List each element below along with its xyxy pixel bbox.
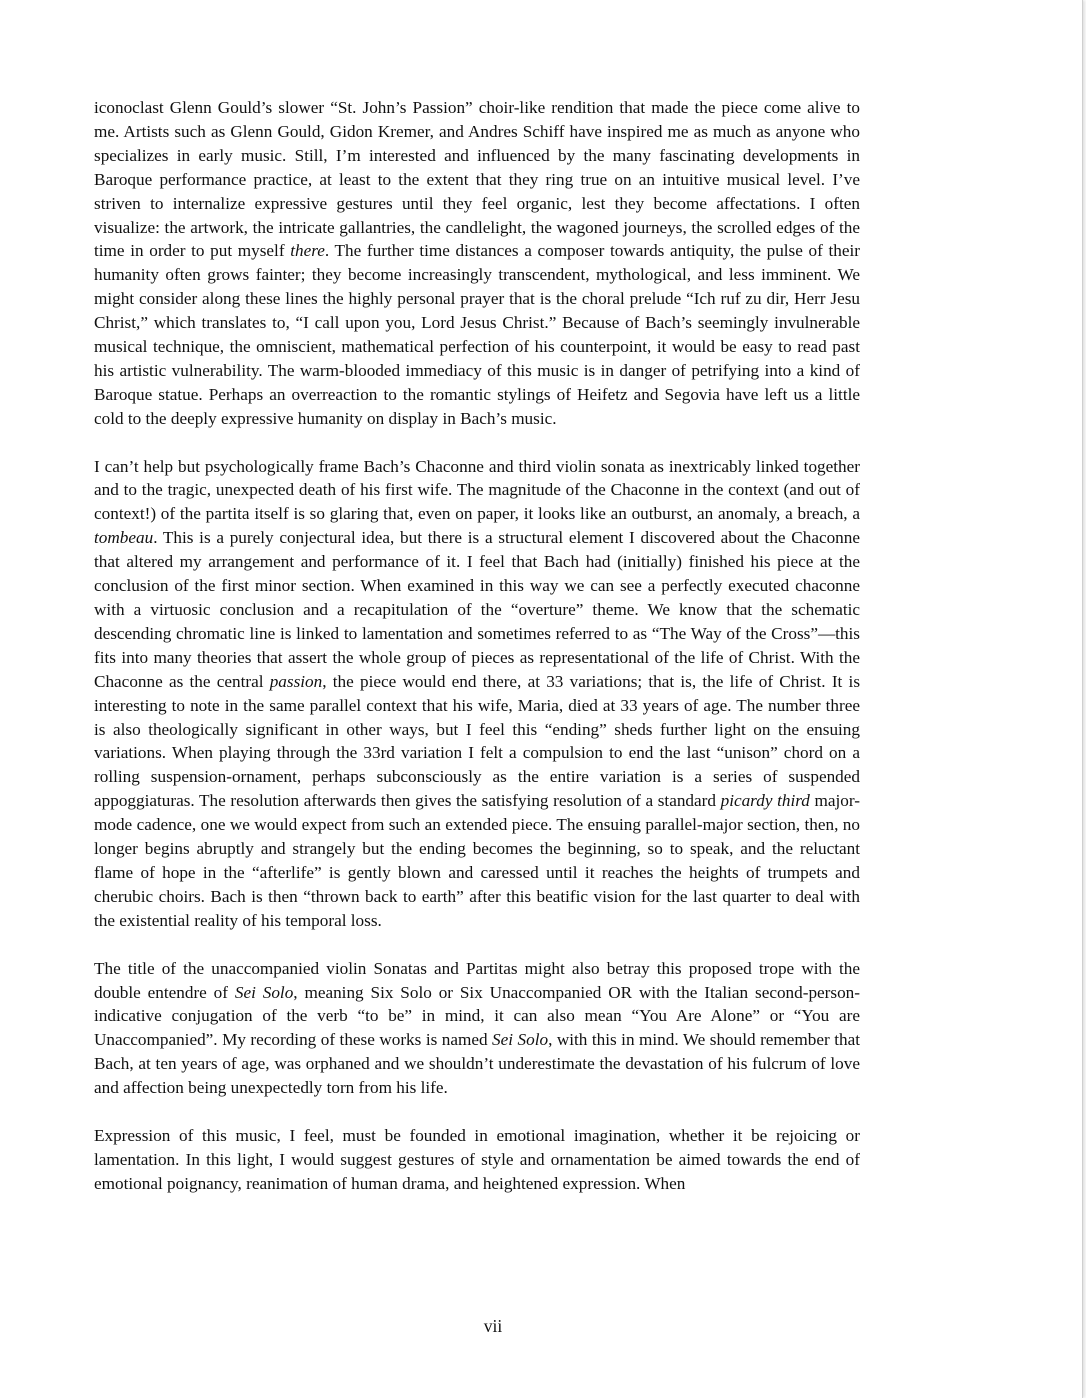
text-segment: The title of the unaccompanied violin Sonatas and Partitas might also betray this proposed trope with the double entendre of [94,958,860,1002]
text-segment: I can’t help but psychologically frame Bach’s Chaconne and third violin sonata as inextricably linked together and to the tragic, unexpected death of his first wife. The magnitude of the Chaconne in the context (and out of context!) of the partita itself is so glaring that, even on paper, it looks like an outburst, an anomaly, a breach, a [94,456,860,524]
text-segment: , meaning Six Solo or Six Unaccompanied OR with the Italian second-person-indicative conjugation of the verb “to be” in mind, it can also mean “You Are Alone” or “You are Unaccompanied”. My recording of these works is named [94,982,860,1050]
text-segment: iconoclast Glenn Gould’s slower “St. John’s Passion” choir-like rendition that made the piece come alive to me. Artists such as Glenn Gould, Gidon Kremer, and Andres Schiff have inspired me as much as anyone who specializes in early music. Still, I’m interested and influenced by the many fascinating developments in Baroque performance practice, at least to the extent that they ring true on an intuitive musical level. I’ve striven to internalize expressive gestures until they feel organic, lest they become affectations. I often visualize: the artwork, the intricate gallantries, the candlelight, the wagoned journeys, the scrolled edges of the time in order to put myself [94,98,860,261]
text-segment: Expression of this music, I feel, must be founded in emotional imagination, whether it be rejoicing or lamentation. In this light, I would suggest gestures of style and ornamentation be aimed towards the end of emotional poignancy, reanimation of human drama, and heightened expression. When [94,1125,860,1193]
paragraph-1 [94,96,860,431]
italic-emphasis: there [290,241,325,261]
italic-emphasis: Sei Solo [234,982,294,1002]
italic-emphasis: passion [269,671,323,691]
italic-emphasis: Sei Solo [492,1030,549,1050]
text-segment: major-mode cadence, one we would expect from such an extended piece. The ensuing parallel-major section, then, no longer begins abruptly and strangely but the ending becomes the beginning, so to speak, and the reluctant flame of hope in the “afterlife” is gently blown and caressed until it reaches the heights of trumpets and cherubic choirs. Bach is then “thrown back to earth” after this beatific vision for the last quarter to deal with the existential reality of his temporal loss. [94,791,860,930]
page-number: vii [483,1316,503,1336]
body-text [94,96,860,1196]
text-segment: . This is a purely conjectural idea, but there is a structural element I discovered about the Chaconne that altered my arrangement and performance of it. I feel that Bach had (initially) finished his piece at the conclusion of the first minor section. When examined in this way we can see a perfectly executed chaconne with a virtuosic conclusion and a recapitulation of the “overture” theme. We know that the schematic descending chromatic line is linked to lamentation and sometimes referred to as “The Way of the Cross”—this fits into many theories that assert the whole group of pieces as representational of the life of Christ. With the Chaconne as the central [94,528,860,691]
text-segment: . The further time distances a composer towards antiquity, the pulse of their humanity often grows fainter; they become increasingly transcendent, mythological, and less imminent. We might consider along these lines the highly personal prayer that is the choral prelude “Ich ruf zu dir, Herr Jesu Christ,” which translates to, “I call upon you, Lord Jesus Christ.” Because of Bach’s seemingly invulnerable musical technique, the omniscient, mathematical perfection of his counterpoint, it would be easy to read past his artistic vulnerability. The warm-blooded immediacy of this music is in danger of petrifying into a kind of Baroque statue. Perhaps an overreaction to the romantic stylings of Heifetz and Segovia have left us a little cold to the deeply expressive humanity on display in Bach’s music. [94,241,860,428]
text-segment: , with this in mind. We should remember that Bach, at ten years of age, was orphaned and we shouldn’t underestimate the devastation of his fulcrum of love and affection being unexpectedly torn from his life. [94,1030,860,1098]
paragraph-2 [94,455,860,933]
italic-emphasis: tombeau [94,528,154,548]
italic-emphasis: picardy third [720,791,810,811]
text-segment: , the piece would end there, at 33 variations; that is, the life of Christ. It is interesting to note in the same parallel context that his wife, Maria, died at 33 years of age. The number three is also theologically significant in other ways, but I feel this “ending” sheds further light on the ensuing variations. When playing through the 33rd variation I felt a compulsion to end the last “unison” chord on a rolling suspension-ornament, perhaps subconsciously as the entire variation is a series of suspended appoggiaturas. The resolution afterwards then gives the satisfying resolution of a standard [94,671,861,811]
paragraph-4 [94,1124,860,1196]
paragraph-3 [94,957,860,1100]
